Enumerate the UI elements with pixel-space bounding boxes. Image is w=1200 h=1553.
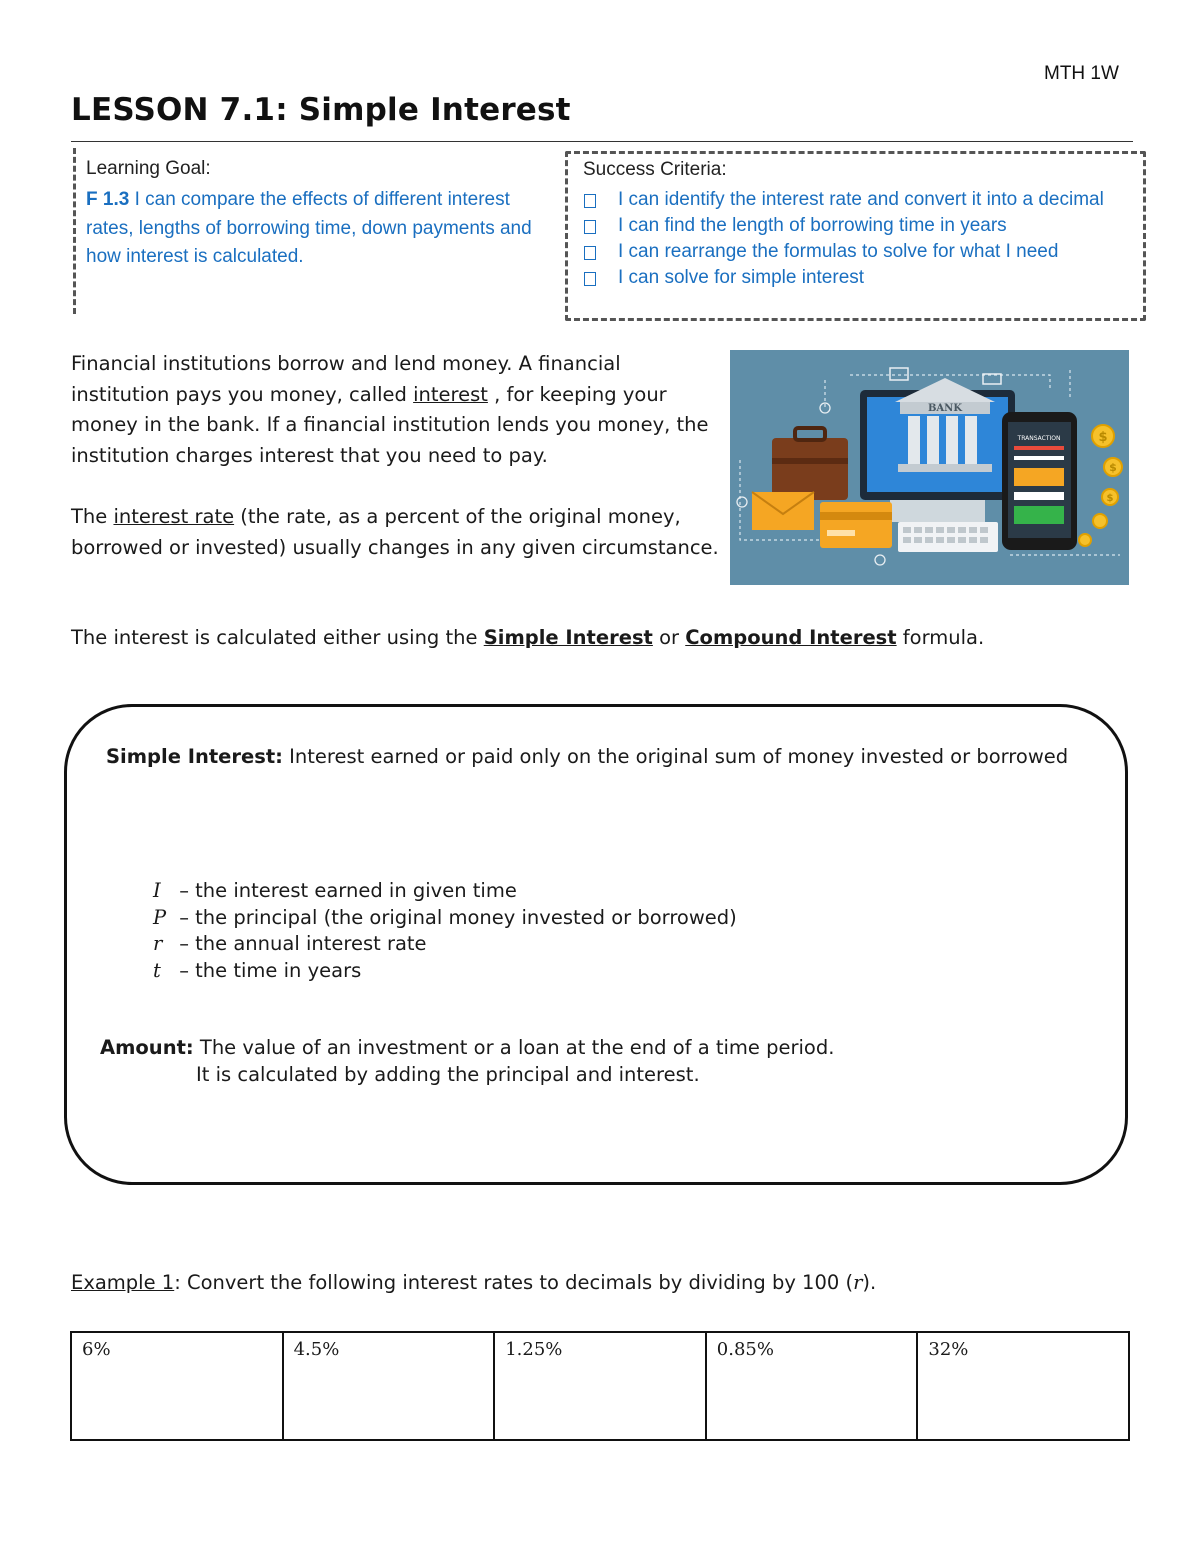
- learning-goal-box: [73, 148, 538, 314]
- intro-text: or: [652, 626, 686, 649]
- success-criteria-item: [580, 240, 1135, 265]
- monitor-stand: [890, 500, 985, 522]
- intro-text: (the rate, as a percent of the original money, borrowed or invested) usually changes in any given circumstance.: [71, 505, 719, 559]
- rate-cell[interactable]: 32%: [917, 1332, 1129, 1440]
- phone-button-green: [1014, 506, 1064, 524]
- rate-cell[interactable]: 1.25%: [494, 1332, 706, 1440]
- variable-item: [153, 931, 737, 958]
- variable-symbol: r: [153, 932, 163, 955]
- rate-cell[interactable]: 0.85%: [706, 1332, 918, 1440]
- checkbox-icon: [584, 272, 596, 286]
- learning-goal-text: [86, 186, 536, 272]
- svg-text:$: $: [1109, 461, 1117, 474]
- variable-desc: – the interest earned in given time: [173, 879, 517, 902]
- rate-cell[interactable]: 4.5%: [283, 1332, 495, 1440]
- variable-item: [153, 905, 737, 932]
- example-1-prompt: [71, 1271, 876, 1294]
- variable-list: [153, 878, 737, 984]
- credit-card-icon: [820, 502, 892, 548]
- learning-goal-label: Learning Goal:: [86, 158, 211, 179]
- checkbox-icon: [584, 220, 596, 234]
- checkbox-icon: [584, 246, 596, 260]
- rate-variable: r: [853, 1271, 863, 1294]
- phone-label: TRANSACTION: [1017, 435, 1061, 442]
- example-1-text: ).: [862, 1271, 877, 1294]
- bank-base: [898, 464, 992, 472]
- bank-label: BANK: [927, 403, 963, 414]
- variable-desc: – the time in years: [173, 958, 362, 982]
- simple-interest-label: Simple Interest:: [106, 745, 283, 768]
- success-criteria-box: [565, 151, 1146, 321]
- checkbox-icon: [584, 194, 596, 208]
- intro-text: The interest is calculated either using the: [71, 626, 484, 649]
- amount-definition: [100, 1036, 834, 1059]
- intro-text: Financial institutions borrow and lend money. A financial institution pays you money, called: [71, 352, 621, 406]
- variable-symbol: I: [153, 879, 161, 902]
- variable-desc: – the annual interest rate: [173, 932, 427, 955]
- success-criteria-item: [580, 266, 1135, 291]
- credit-card-chip: [827, 530, 855, 536]
- success-criteria-label: Success Criteria:: [583, 159, 727, 180]
- intro-paragraph-1: [71, 349, 721, 471]
- phone-bar-white: [1014, 456, 1064, 460]
- simple-interest-text: Interest earned or paid only on the original sum of money invested or borrowed: [282, 745, 1069, 768]
- title-divider: [71, 141, 1133, 142]
- amount-text: The value of an investment or a loan at the end of a time period.: [193, 1036, 835, 1059]
- phone-card-orange: [1014, 468, 1064, 486]
- intro-paragraph-2: [71, 502, 721, 563]
- phone-bar-red: [1014, 446, 1064, 450]
- page-title: LESSON 7.1: Simple Interest: [71, 92, 571, 128]
- success-criteria-text: I can solve for simple interest: [618, 267, 865, 288]
- term-compound-interest: Compound Interest: [685, 626, 897, 649]
- interest-rates-table: [70, 1331, 1130, 1441]
- briefcase-icon: [772, 438, 848, 500]
- example-1-text: : Convert the following interest rates to decimals by dividing by 100 (: [174, 1271, 854, 1294]
- term-interest-rate: interest rate: [113, 505, 235, 528]
- svg-text:$: $: [1098, 430, 1108, 445]
- variable-desc: – the principal (the original money invested or borrowed): [173, 905, 737, 929]
- variable-item: [153, 878, 737, 905]
- variable-item: [153, 958, 737, 985]
- phone-field: [1014, 492, 1064, 500]
- briefcase-strap: [772, 458, 848, 464]
- amount-definition-continued: It is calculated by adding the principal and interest.: [196, 1063, 700, 1086]
- success-criteria-item: [580, 188, 1135, 213]
- credit-card-stripe: [820, 512, 892, 520]
- bank-illustration: [730, 350, 1129, 585]
- intro-text: , for keeping your money in the bank. If a financial institution lends you money, the institution charges interest that you need to pay.: [71, 382, 709, 467]
- success-criteria-text: I can identify the interest rate and convert it into a decimal: [618, 189, 1104, 210]
- variable-symbol: P: [153, 905, 167, 929]
- intro-text: The: [71, 505, 114, 528]
- success-criteria-text: I can find the length of borrowing time in years: [618, 215, 1007, 236]
- svg-text:$: $: [1106, 493, 1114, 504]
- course-code: MTH 1W: [1044, 63, 1119, 84]
- table-row: [71, 1332, 1129, 1440]
- intro-paragraph-3: [71, 623, 1071, 654]
- success-criteria-list: [580, 188, 1135, 292]
- amount-label: Amount:: [100, 1036, 194, 1059]
- simple-interest-definition: [106, 745, 1068, 768]
- rate-cell[interactable]: 6%: [71, 1332, 283, 1440]
- success-criteria-item: [580, 214, 1135, 239]
- term-interest: interest: [413, 382, 488, 406]
- learning-goal-statement: I can compare the effects of different interest rates, lengths of borrowing time, down payments and how interest is calculated.: [86, 189, 532, 267]
- example-1-label: Example 1: [71, 1271, 175, 1294]
- learning-goal-code: F 1.3: [86, 189, 130, 210]
- intro-text: formula.: [896, 626, 985, 649]
- variable-symbol: t: [153, 958, 161, 982]
- success-criteria-text: I can rearrange the formulas to solve for what I need: [618, 241, 1059, 262]
- term-simple-interest: Simple Interest: [483, 626, 653, 649]
